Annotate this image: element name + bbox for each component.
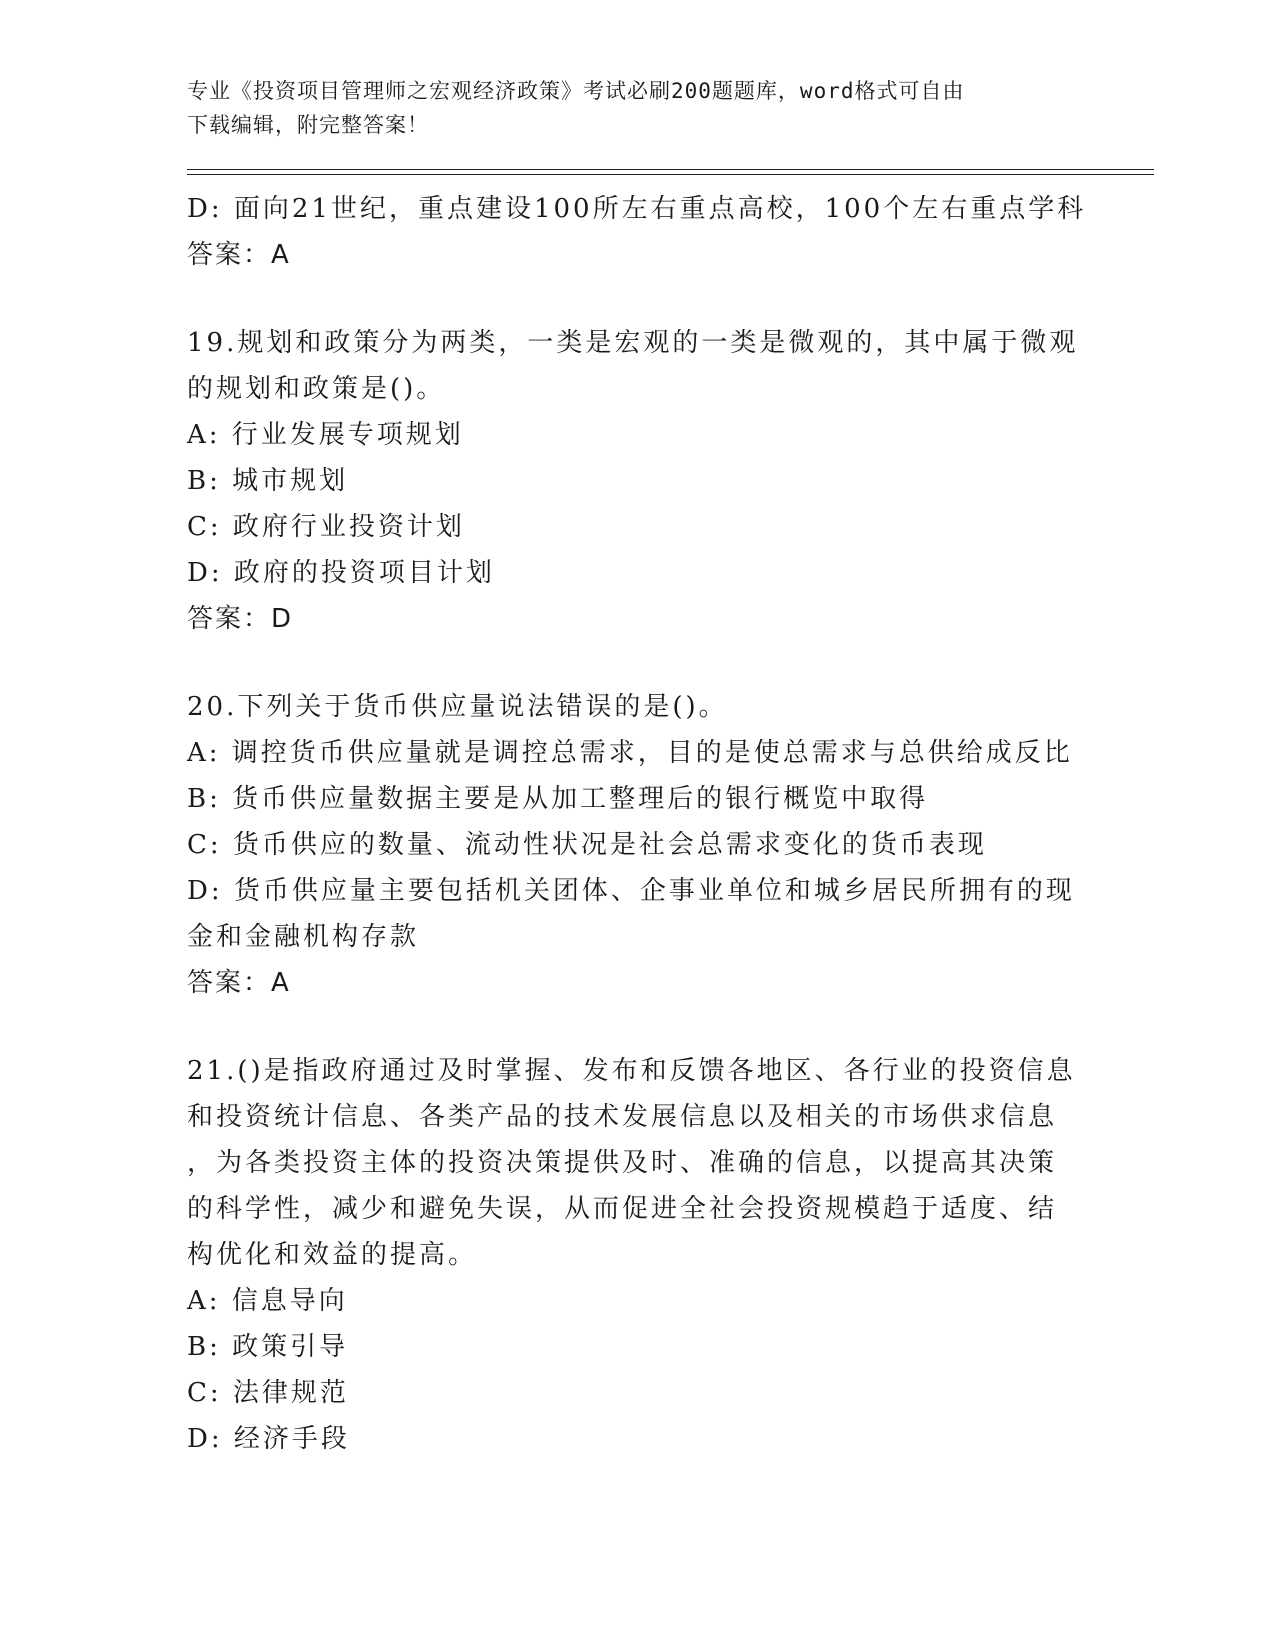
header-rule-top <box>187 169 1154 170</box>
option-c: C: 法律规范 <box>187 1378 349 1408</box>
question-stem-line: ，为各类投资主体的投资决策提供及时、准确的信息，以提高其决策 <box>187 1148 1058 1178</box>
question-stem-line: 21.()是指政府通过及时掌握、发布和反馈各地区、各行业的投资信息 <box>187 1056 1076 1086</box>
question-18-tail <box>187 186 1087 278</box>
option-a: A: 行业发展专项规划 <box>187 420 464 450</box>
header-line-1: 专业《投资项目管理师之宏观经济政策》考试必刷200题题库，word格式可自由 <box>187 79 965 103</box>
option-d-continued: 金和金融机构存款 <box>187 922 420 952</box>
option-a: A: 调控货币供应量就是调控总需求，目的是使总需求与总供给成反比 <box>187 738 1073 768</box>
option-a: A: 信息导向 <box>187 1286 348 1316</box>
question-stem-line: 和投资统计信息、各类产品的技术发展信息以及相关的市场供求信息 <box>187 1102 1058 1132</box>
option-d: D: 面向21世纪，重点建设100所左右重点高校，100个左右重点学科 <box>187 194 1087 224</box>
header-line-2: 下载编辑，附完整答案！ <box>187 113 429 137</box>
option-d: D: 政府的投资项目计划 <box>187 558 495 588</box>
option-b: B: 城市规划 <box>187 466 349 496</box>
option-d: D: 经济手段 <box>187 1424 350 1454</box>
question-21 <box>187 1048 1087 1462</box>
document-body <box>187 186 1087 1462</box>
question-stem-line: 19.规划和政策分为两类，一类是宏观的一类是微观的，其中属于微观 <box>187 328 1079 358</box>
option-c: C: 货币供应的数量、流动性状况是社会总需求变化的货币表现 <box>187 830 987 860</box>
option-c: C: 政府行业投资计划 <box>187 512 465 542</box>
option-d: D: 货币供应量主要包括机关团体、企事业单位和城乡居民所拥有的现 <box>187 876 1075 906</box>
answer: 答案：A <box>187 240 291 270</box>
question-stem-line: 构优化和效益的提高。 <box>187 1240 478 1270</box>
document-header <box>187 74 1067 142</box>
option-b: B: 政策引导 <box>187 1332 349 1362</box>
option-b: B: 货币供应量数据主要是从加工整理后的银行概览中取得 <box>187 784 929 814</box>
header-rule-bottom <box>187 174 1154 175</box>
question-stem-line: 20.下列关于货币供应量说法错误的是()。 <box>187 692 728 722</box>
question-19 <box>187 320 1087 642</box>
answer: 答案：A <box>187 968 291 998</box>
question-20 <box>187 684 1087 1006</box>
answer: 答案：D <box>187 604 294 634</box>
question-stem-line: 的科学性，减少和避免失误，从而促进全社会投资规模趋于适度、结 <box>187 1194 1058 1224</box>
question-stem-line: 的规划和政策是()。 <box>187 374 446 404</box>
